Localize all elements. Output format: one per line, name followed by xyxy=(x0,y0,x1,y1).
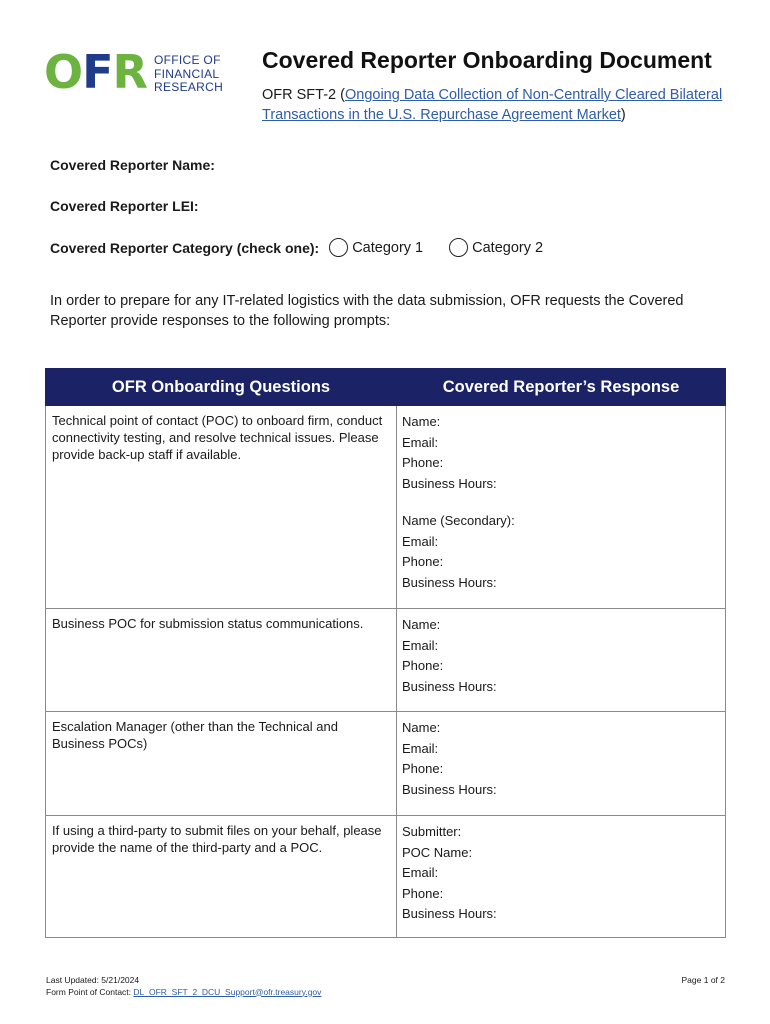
table-row xyxy=(46,406,726,609)
category-1-option[interactable] xyxy=(329,238,423,257)
response-line: Phone: xyxy=(402,658,444,673)
reporter-category-label: Covered Reporter Category (check one): xyxy=(50,239,320,256)
response-line: Phone: xyxy=(402,455,444,470)
response-line: Name: xyxy=(402,414,441,429)
response-line: POC Name: xyxy=(402,844,473,860)
contact-prefix: Form Point of Contact: xyxy=(46,986,134,997)
question-cell: Technical point of contact (POC) to onboard firm, conduct connectivity testing, and resolve technical issues. Please provide back-up staff if available. xyxy=(46,406,397,609)
category-1-radio[interactable] xyxy=(329,238,348,257)
questions-column-header: OFR Onboarding Questions xyxy=(46,369,397,406)
category-2-option[interactable] xyxy=(449,238,543,257)
response-column-header: Covered Reporter’s Response xyxy=(397,369,726,406)
reporter-category-field xyxy=(50,238,543,257)
category-2-radio[interactable] xyxy=(449,238,468,257)
footer-info xyxy=(46,975,321,998)
response-line: Name: xyxy=(402,617,441,632)
response-line: Business Hours: xyxy=(402,781,497,797)
table-row xyxy=(46,816,726,938)
question-cell: Business POC for submission status communications. xyxy=(46,609,397,712)
category-2-label: Category 2 xyxy=(472,239,544,256)
reporter-lei-label: Covered Reporter LEI: xyxy=(50,198,199,214)
document-subtitle xyxy=(262,86,732,125)
response-gap xyxy=(402,494,720,511)
table-row xyxy=(46,712,726,816)
response-cell[interactable] xyxy=(397,712,726,816)
onboarding-table xyxy=(45,368,726,938)
last-updated: Last Updated: 5/21/2024 xyxy=(46,975,140,985)
page-number: Page 1 of 2 xyxy=(681,975,725,985)
ofr-logo xyxy=(44,45,244,99)
response-line: Submitter: xyxy=(402,824,462,839)
reporter-name-label: Covered Reporter Name: xyxy=(50,157,215,173)
logo-letters xyxy=(44,46,147,98)
logo-letter-o: O xyxy=(44,45,83,99)
logo-wordmark xyxy=(154,54,223,95)
response-line: Email: xyxy=(402,637,439,653)
logo-line: FINANCIAL xyxy=(154,66,220,81)
response-line: Email: xyxy=(402,740,439,756)
intro-paragraph: In order to prepare for any IT-related logistics with the data submission, OFR requests the Covered Reporter provide responses to the following prompts: xyxy=(50,293,684,329)
form-contact xyxy=(46,987,321,999)
response-line: Name (Secondary): xyxy=(402,513,515,528)
response-cell[interactable] xyxy=(397,406,726,609)
logo-line: OFFICE OF xyxy=(154,53,221,67)
response-line: Email: xyxy=(402,865,439,880)
question-cell: If using a third-party to submit files on your behalf, please provide the name of the third-party and a POC. xyxy=(46,816,397,938)
response-line: Name: xyxy=(402,720,441,735)
response-line: Email: xyxy=(402,434,439,450)
collection-link[interactable]: Ongoing Data Collection of Non-Centrally Cleared Bilateral Transactions in the U.S. Repurchase Agreement Market xyxy=(262,87,723,123)
subtitle-suffix: ) xyxy=(620,106,626,123)
response-cell[interactable] xyxy=(397,609,726,712)
question-cell: Escalation Manager (other than the Technical and Business POCs) xyxy=(46,712,397,816)
response-line: Business Hours: xyxy=(402,574,497,590)
logo-line: RESEARCH xyxy=(154,80,224,94)
table-header-row xyxy=(46,369,726,406)
response-line: Phone: xyxy=(402,761,444,776)
contact-email-link[interactable]: DL_OFR_SFT_2_DCU_Support@ofr.treasury.gov xyxy=(133,986,322,997)
response-line: Business Hours: xyxy=(402,678,497,694)
response-line: Business Hours: xyxy=(402,475,497,491)
document-title: Covered Reporter Onboarding Document xyxy=(262,47,712,73)
logo-letter-f: F xyxy=(82,45,113,99)
logo-letter-r: R xyxy=(112,45,147,99)
subtitle-prefix: OFR SFT-2 ( xyxy=(262,87,345,103)
response-line: Phone: xyxy=(402,554,444,569)
response-cell[interactable] xyxy=(397,816,726,938)
response-line: Email: xyxy=(402,533,439,549)
category-1-label: Category 1 xyxy=(352,239,424,256)
response-line: Business Hours: xyxy=(402,906,497,921)
response-line: Phone: xyxy=(402,885,444,901)
table-row xyxy=(46,609,726,712)
